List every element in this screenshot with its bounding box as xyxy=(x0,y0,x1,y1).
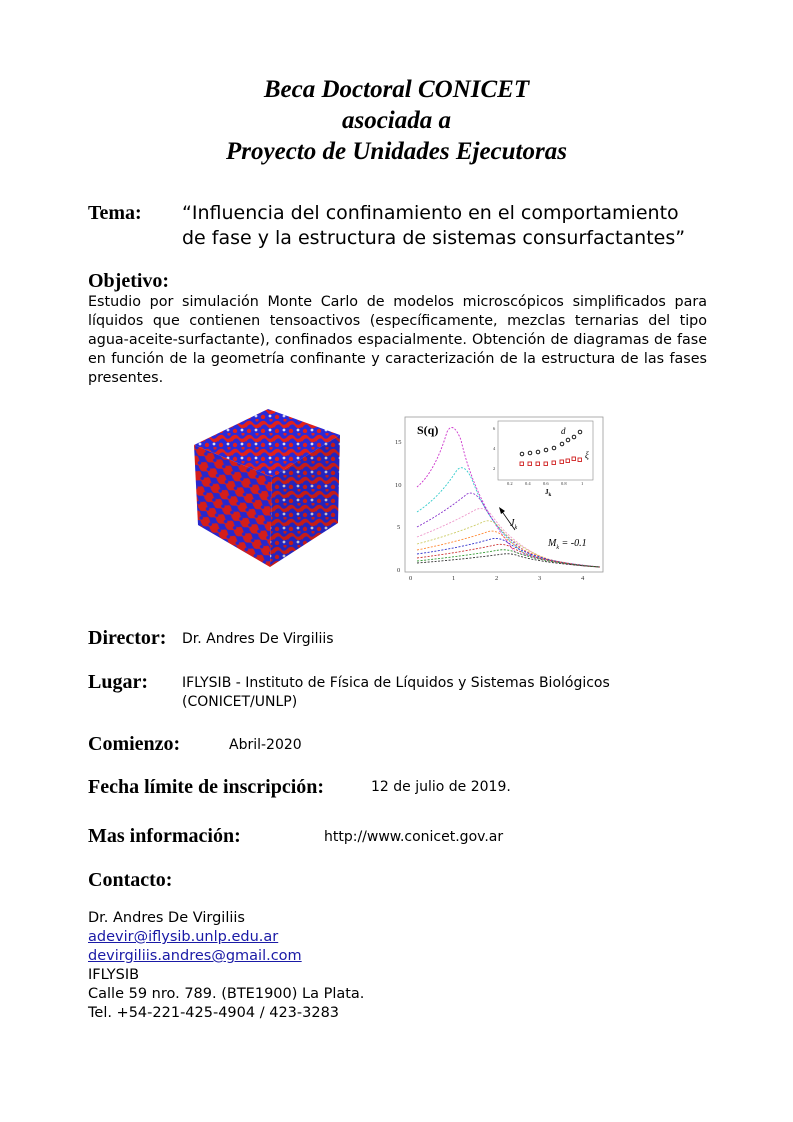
lugar-line-2: (CONICET/UNLP) xyxy=(182,694,298,710)
comienzo-label: Comienzo: xyxy=(88,733,181,755)
contact-block xyxy=(88,909,364,1023)
tema-line-1: “Influencia del confinamiento en el comportamiento xyxy=(182,202,679,224)
comienzo-value: Abril-2020 xyxy=(229,737,302,753)
x-tick-1: 1 xyxy=(452,575,456,582)
director-value: Dr. Andres De Virgiliis xyxy=(182,631,334,647)
lugar-label: Lugar: xyxy=(88,671,148,693)
jk-label: $J_k$ xyxy=(510,518,518,531)
contact-name: Dr. Andres De Virgiliis xyxy=(88,910,245,926)
inset-x-tick-3: 0.6 xyxy=(543,481,549,486)
contacto-label: Contacto: xyxy=(88,869,173,891)
contact-email-2[interactable]: devirgiliis.andres@gmail.com xyxy=(88,948,302,964)
plot-ylabel: S(q) xyxy=(417,423,439,437)
fecha-value: 12 de julio de 2019. xyxy=(371,779,511,795)
inset-y-tick-4: 4 xyxy=(493,446,496,451)
info-label: Mas información: xyxy=(88,825,241,847)
simulation-cube-image xyxy=(190,405,345,570)
inset-x-tick-4: 0.8 xyxy=(561,481,567,486)
contact-email-1[interactable]: adevir@iflysib.unlp.edu.ar xyxy=(88,929,279,945)
inset-y-tick-2: 2 xyxy=(493,466,496,471)
objetivo-label: Objetivo: xyxy=(88,270,170,292)
mk-label: $M_k = -0.1$ xyxy=(548,538,587,551)
inset-x-tick-2: 0.4 xyxy=(525,481,531,486)
director-label: Director: xyxy=(88,627,167,649)
contact-org: IFLYSIB xyxy=(88,967,140,983)
inset-d-label: d xyxy=(561,426,566,436)
inset-y-tick-6: 6 xyxy=(493,426,496,431)
contact-phone: Tel. +54-221-425-4904 / 423-3283 xyxy=(88,1005,340,1021)
inset-x-tick-5: 1 xyxy=(581,481,584,486)
objetivo-text: Estudio por simulación Monte Carlo de modelos microscópicos simplificados para líquidos que contienen tensoactivos (específicamente, mezclas ternarias del tipo agua-aceite-surfactante), confinados espacialmente. Obtención de diagramas de fase en función de la geometría confinante y caracterización de la estructura de las fases presentes. xyxy=(88,294,707,386)
y-tick-15: 15 xyxy=(395,439,402,446)
y-tick-0: 0 xyxy=(397,567,401,574)
inset-x-tick-1: 0.2 xyxy=(507,481,513,486)
structure-factor-plot xyxy=(395,412,607,584)
y-tick-5: 5 xyxy=(397,524,401,531)
info-url[interactable]: http://www.conicet.gov.ar xyxy=(324,829,504,845)
x-tick-3: 3 xyxy=(538,575,542,582)
inset-xlabel: $J_k$ xyxy=(545,488,552,498)
inset-xi-label: ξ xyxy=(585,450,589,460)
title-line-1: Beca Doctoral CONICET xyxy=(263,76,530,103)
y-tick-10: 10 xyxy=(395,482,402,489)
x-tick-2: 2 xyxy=(495,575,499,582)
lugar-line-1: IFLYSIB - Instituto de Física de Líquidos y Sistemas Biológicos xyxy=(182,675,610,691)
x-tick-4: 4 xyxy=(581,575,585,582)
fecha-label: Fecha límite de inscripción: xyxy=(88,776,325,798)
title-line-3: Proyecto de Unidades Ejecutoras xyxy=(226,138,567,165)
title-line-2: asociada a xyxy=(341,107,452,134)
contact-address: Calle 59 nro. 789. (BTE1900) La Plata. xyxy=(88,986,365,1002)
x-tick-0: 0 xyxy=(409,575,413,582)
tema-line-2: de fase y la estructura de sistemas consurfactantes” xyxy=(182,227,686,249)
tema-label: Tema: xyxy=(88,202,142,224)
